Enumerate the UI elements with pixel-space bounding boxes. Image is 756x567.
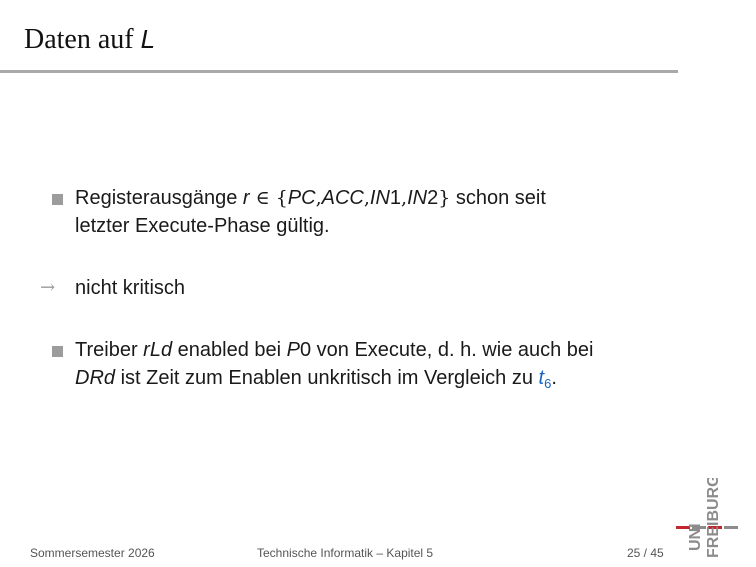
t6-variable: $t_6$: [538, 367, 552, 391]
title-variable: L: [140, 24, 156, 54]
footer-page-number: 25 / 45: [627, 546, 664, 560]
bullet-text: Treiber rLd enabled bei P0 von Execute, d. h. wie auch bei DRd ist Zeit zum Enablen unkritisch im Vergleich zu $t_6$.: [75, 339, 594, 391]
square-bullet-icon: [52, 194, 63, 205]
uni-freiburg-logo: [676, 478, 756, 567]
footer-semester: Sommersemester 2026: [30, 546, 155, 560]
bullet-text: Registerausgänge r ∈ {PC,ACC,IN1,IN2} schon seit letzter Execute-Phase gültig.: [75, 187, 546, 237]
footer-course: Technische Informatik – Kapitel 5: [257, 546, 434, 560]
right-arrow-icon: →: [40, 277, 56, 298]
square-bullet-icon: [52, 346, 63, 357]
svg-text:FREIBURG: FREIBURG: [705, 478, 722, 558]
arrow-text: nicht kritisch: [75, 277, 186, 299]
svg-text:UNI: UNI: [687, 523, 704, 551]
title-divider: [0, 70, 678, 73]
title-text: Daten auf: [24, 24, 134, 55]
slide-title: [24, 22, 155, 57]
